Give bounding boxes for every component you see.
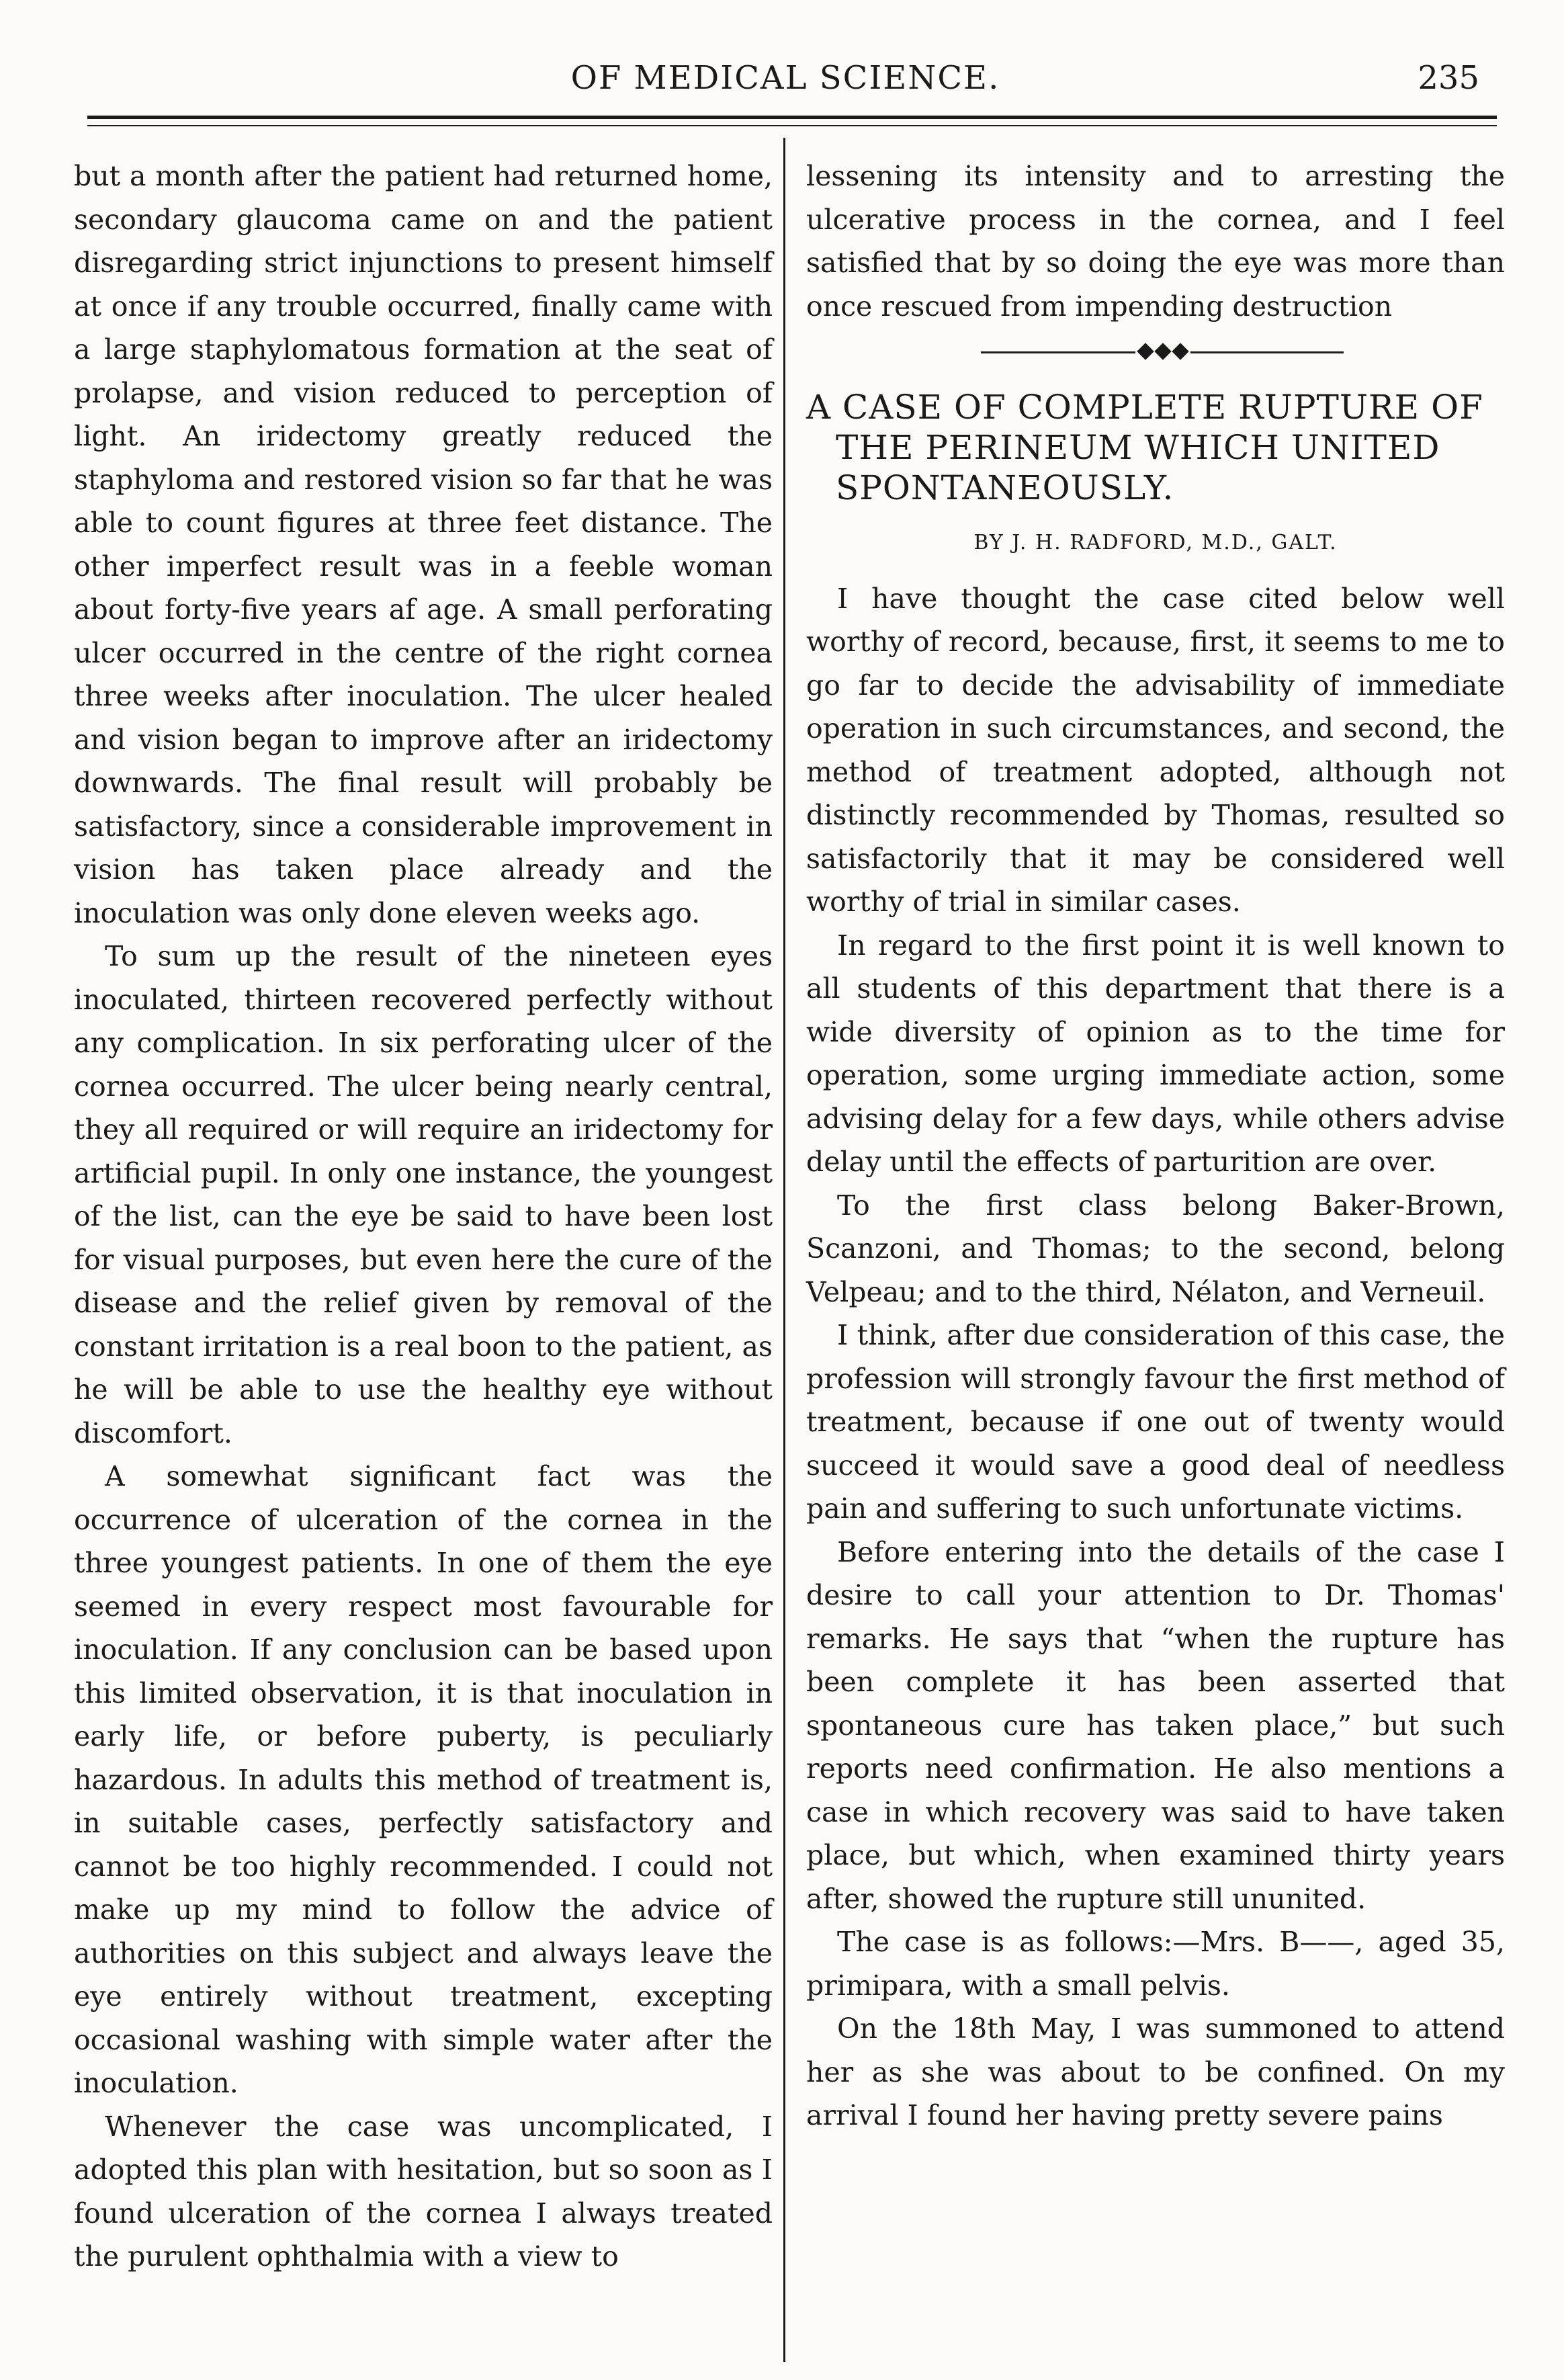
article-paragraph: Before entering into the details of the case I desire to call your attention to Dr. Thomas' remarks. He says that “when the rupture has been complete it has been asserted that spontaneous cure has taken place,” but such reports need confirmation. He also mentions a case in which recovery was said to have taken place, but which, when examined thirty years after, showed the rupture still ununited. — [806, 1535, 1505, 1915]
section-ornament — [806, 328, 1505, 375]
running-title: OF MEDICAL SCIENCE. — [570, 59, 1000, 97]
column-divider — [783, 138, 785, 2362]
article-paragraph: The case is as follows:—Mrs. B——, aged 35, primipara, with a small pelvis. — [806, 1926, 1505, 2002]
continuation-paragraph: lessening its intensity and to arresting the ulcerative process in the cornea, and I feel satisfied that by so doing the eye was more than once rescued from impending destruction — [806, 160, 1505, 323]
left-paragraph: A somewhat significant fact was the occurrence of ulceration of the cornea in the three youngest patients. In one of them the eye seemed in every respect most favourable for inoculation. If any conclusion can be based upon this limited observation, it is that inoculation in early life, or before puberty, is peculiarly hazardous. In adults this method of treatment is, in suitable cases, perfectly satisfactory and cannot be too highly recommended. I could not make up my mind to follow the advice of authorities on this subject and always leave the eye entirely without treatment, excepting occasional washing with simple water after the inoculation. — [74, 1460, 773, 2099]
header-rule-thin — [87, 125, 1497, 126]
left-paragraph: Whenever the case was uncomplicated, I adopted this plan with hesitation, but so soon as I found ulceration of the cornea I always treated the purulent ophthalmia with a view to — [74, 2110, 773, 2272]
article-paragraph: In regard to the first point it is well known to all students of this department that there is a wide diversity of opinion as to the time for operation, some urging immediate action, some advising delay for a few days, while others advise delay until the effects of parturition are over. — [806, 929, 1505, 1178]
page-number: 235 — [1418, 59, 1479, 97]
ornament-divider-icon — [981, 349, 1344, 355]
article-title — [806, 387, 1505, 508]
left-paragraph: but a month after the patient had returned home, secondary glaucoma came on and the patient disregarding strict injunctions to present himself at once if any trouble occurred, finally came with a large staphylomatous formation at the seat of prolapse, and vision reduced to perception of light. An iridectomy greatly reduced the staphyloma and restored vision so far that he was able to count figures at three feet distance. The other imperfect result was in a feeble woman about forty-five years af age. A small perforating ulcer occurred in the centre of the right cornea three weeks after inoculation. The ulcer healed and vision began to improve after an iridectomy downwards. The final result will probably be satisfactory, since a considerable improvement in vision has taken place already and the inoculation was only done eleven weeks ago. — [74, 160, 773, 929]
article-title-line: A CASE OF COMPLETE RUPTURE OF — [806, 388, 1483, 427]
right-column — [806, 155, 1505, 2137]
page-header — [74, 40, 1497, 108]
article-paragraph: I have thought the case cited below well worthy of record, because, first, it seems to me to go far to decide the advisability of immediate operation in such circumstances, and second, the method of treatment adopted, although not distinctly recommended by Thomas, resulted so satisfactorily that it may be considered well worthy of trial in similar cases. — [806, 582, 1505, 918]
article-paragraph: On the 18th May, I was summoned to attend her as she was about to be confined. On my arrival I found her having pretty severe pains — [806, 2012, 1505, 2131]
header-rule-thick — [87, 116, 1497, 119]
article-title-line: THE PERINEUM WHICH UNITED — [836, 428, 1440, 467]
left-column — [74, 155, 773, 2279]
article-title-line: SPONTANEOUSLY. — [836, 468, 1174, 507]
left-paragraph: To sum up the result of the nineteen eyes inoculated, thirteen recovered perfectly without any complication. In six perforating ulcer of the cornea occurred. The ulcer being nearly central, they all required or will require an iridectomy for artificial pupil. In only one instance, the youngest of the list, can the eye be said to have been lost for visual purposes, but even here the cure of the disease and the relief given by removal of the constant irritation is a real boon to the patient, as he will be able to use the healthy eye without discomfort. — [74, 940, 773, 1449]
article-paragraph: To the first class belong Baker-Brown, Scanzoni, and Thomas; to the second, belong Velpeau; and to the third, Nélaton, and Verneuil. — [806, 1189, 1505, 1308]
article-byline: BY J. H. RADFORD, M.D., GALT. — [973, 531, 1338, 554]
article-paragraph: I think, after due consideration of this case, the profession will strongly favour the first method of treatment, because if one out of twenty would succeed it would save a good deal of needless pain and suffering to such unfortunate victims. — [806, 1319, 1505, 1525]
